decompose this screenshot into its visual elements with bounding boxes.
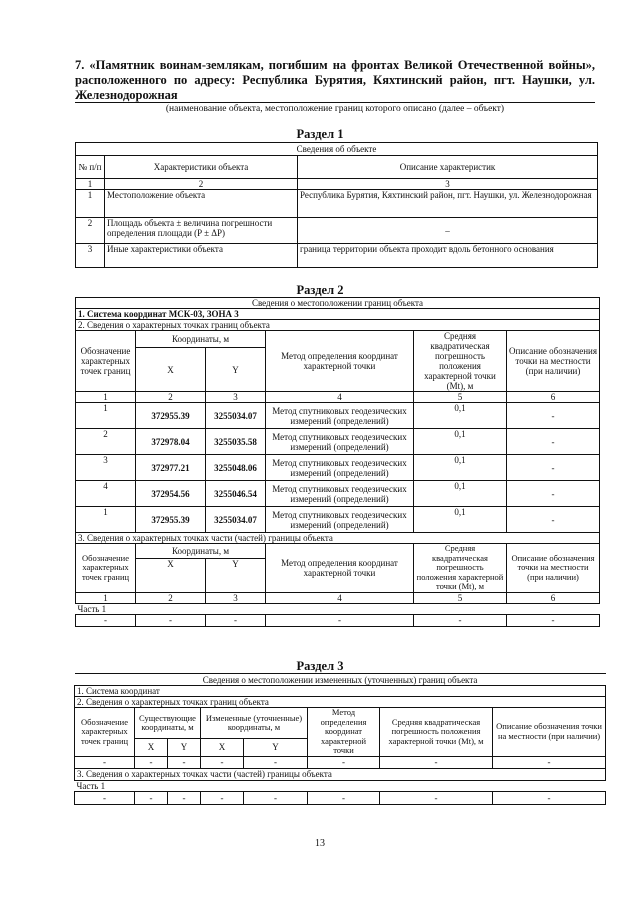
- col-number: 2: [136, 392, 206, 403]
- error: 0,1: [414, 507, 507, 533]
- table-row: [76, 244, 598, 268]
- parts-title: 3. Сведения о характерных точках части (частей) границы объекта: [75, 768, 606, 780]
- table-row: [76, 429, 600, 455]
- part-cell: -: [201, 791, 244, 804]
- header-error: Средняя квадратическая погрешность положения характерной точки (Mt), м: [414, 331, 507, 392]
- row-cell: -: [244, 756, 308, 768]
- point-desc: -: [507, 481, 600, 507]
- header-x: X: [201, 739, 244, 756]
- header-desc: Описание обозначения точки на местности (при наличии): [507, 544, 600, 593]
- part-label: Часть 1: [75, 780, 606, 791]
- header-changed-coords: Измененные (уточненные) координаты, м: [201, 708, 308, 739]
- row-cell: -: [168, 756, 201, 768]
- point-id: 1: [76, 507, 136, 533]
- section3-table-title: Сведения о местоположении измененных (уточненных) границ объекта: [75, 674, 606, 686]
- col-number: 4: [266, 592, 414, 603]
- header-method: Метод определения координат характерной точки: [308, 708, 380, 757]
- header-error: Средняя квадратическая погрешность положения характерной точки (Mt), м: [414, 544, 507, 593]
- col-number: 1: [76, 179, 105, 190]
- header-desc: Описание обозначения точки на местности (при наличии): [507, 331, 600, 392]
- table-row: [76, 218, 598, 244]
- row-cell: -: [493, 756, 606, 768]
- point-id: 2: [76, 429, 136, 455]
- table-row: [76, 481, 600, 507]
- points-title: 2. Сведения о характерных точках границ объекта: [75, 697, 606, 708]
- coord-system: 1. Система координат МСК-03, ЗОНА 3: [76, 309, 600, 320]
- header-desc: Описание обозначения точки на местности (при наличии): [493, 708, 606, 757]
- header-coords: Координаты, м: [136, 331, 266, 348]
- header-point: Обозначение характерных точек границ: [75, 708, 135, 757]
- col-number: 3: [206, 592, 266, 603]
- point-id: 1: [76, 403, 136, 429]
- table-row: [76, 403, 600, 429]
- coord-y: 3255035.58: [206, 429, 266, 455]
- document-title: 7. «Памятник воинам-землякам, погибшим на фронтах Великой Отечественной войны», расположенного по адресу: Республика Бурятия, Кяхтинский район, пгт. Наушки, ул. Железнодорожная: [75, 58, 595, 102]
- header-x: X: [136, 559, 206, 592]
- table-row: [76, 190, 598, 218]
- row-name: Местоположение объекта: [105, 190, 298, 218]
- col-number: 3: [298, 179, 598, 190]
- page-number: 13: [315, 838, 325, 849]
- part-cell: -: [493, 791, 606, 804]
- coord-x: 372954.56: [136, 481, 206, 507]
- header-point: Обозначение характерных точек границ: [76, 331, 136, 392]
- part-cell: -: [75, 791, 135, 804]
- error: 0,1: [414, 429, 507, 455]
- section1-title: Раздел 1: [296, 127, 344, 141]
- section2-table-title: Сведения о местоположении границ объекта: [76, 298, 600, 309]
- col-number: 5: [414, 392, 507, 403]
- section1-table-title: Сведения об объекте: [76, 143, 598, 156]
- col-number: 2: [136, 592, 206, 603]
- header-y: Y: [244, 739, 308, 756]
- points-title: 2. Сведения о характерных точках границ объекта: [76, 320, 600, 331]
- part-cell: -: [76, 614, 136, 626]
- error: 0,1: [414, 455, 507, 481]
- col-number: 3: [206, 392, 266, 403]
- col-number: 6: [507, 392, 600, 403]
- row-number: 2: [76, 218, 105, 244]
- header-existing-coords: Существующие координаты, м: [135, 708, 201, 739]
- part-cell: -: [507, 614, 600, 626]
- title-underline: [75, 102, 595, 103]
- coord-y: 3255034.07: [206, 403, 266, 429]
- point-id: 3: [76, 455, 136, 481]
- col-number: 6: [507, 592, 600, 603]
- col-number: 1: [76, 592, 136, 603]
- row-number: 3: [76, 244, 105, 268]
- section2-title: Раздел 2: [296, 283, 344, 297]
- coord-x: 372955.39: [136, 507, 206, 533]
- coord-y: 3255048.06: [206, 455, 266, 481]
- row-cell: -: [308, 756, 380, 768]
- part-cell: -: [380, 791, 493, 804]
- header-y: Y: [206, 348, 266, 392]
- part-cell: -: [135, 791, 168, 804]
- header-description: Описание характеристик: [298, 156, 598, 179]
- point-desc: -: [507, 403, 600, 429]
- part-cell: -: [308, 791, 380, 804]
- header-x: X: [135, 739, 168, 756]
- coord-x: 372978.04: [136, 429, 206, 455]
- table-row: [76, 614, 600, 626]
- point-id: 4: [76, 481, 136, 507]
- error: 0,1: [414, 403, 507, 429]
- method: Метод спутниковых геодезических измерений (определений): [266, 429, 414, 455]
- part-cell: -: [206, 614, 266, 626]
- col-number: 1: [76, 392, 136, 403]
- row-cell: -: [201, 756, 244, 768]
- method: Метод спутниковых геодезических измерений (определений): [266, 507, 414, 533]
- coord-system: 1. Система координат: [75, 686, 606, 697]
- title-caption: (наименование объекта, местоположение границ которого описано (далее – объект): [165, 104, 505, 114]
- row-name: Иные характеристики объекта: [105, 244, 298, 268]
- col-number: 2: [105, 179, 298, 190]
- coord-x: 372955.39: [136, 403, 206, 429]
- coord-y: 3255034.07: [206, 507, 266, 533]
- part-label: Часть 1: [76, 603, 600, 614]
- section3-table: [74, 673, 606, 805]
- row-number: 1: [76, 190, 105, 218]
- table-row: [76, 455, 600, 481]
- header-method: Метод определения координат характерной точки: [266, 331, 414, 392]
- header-number: № п/п: [76, 156, 105, 179]
- header-error: Средняя квадратическая погрешность положения характерной точки (Mt), м: [380, 708, 493, 757]
- method: Метод спутниковых геодезических измерений (определений): [266, 455, 414, 481]
- header-point: Обозначение характерных точек границ: [76, 544, 136, 593]
- row-cell: -: [135, 756, 168, 768]
- header-coords: Координаты, м: [136, 544, 266, 559]
- section2-table: [75, 297, 600, 627]
- part-cell: -: [136, 614, 206, 626]
- row-desc: граница территории объекта проходит вдоль бетонного основания: [298, 244, 598, 268]
- col-number: 5: [414, 592, 507, 603]
- method: Метод спутниковых геодезических измерений (определений): [266, 403, 414, 429]
- part-cell: -: [244, 791, 308, 804]
- row-name: Площадь объекта ± величина погрешности определения площади (P ± ΔP): [105, 218, 298, 244]
- point-desc: -: [507, 455, 600, 481]
- header-x: X: [136, 348, 206, 392]
- table-row: [76, 507, 600, 533]
- header-method: Метод определения координат характерной точки: [266, 544, 414, 593]
- table-row: [75, 756, 606, 768]
- header-y: Y: [168, 739, 201, 756]
- method: Метод спутниковых геодезических измерений (определений): [266, 481, 414, 507]
- point-desc: -: [507, 507, 600, 533]
- col-number: 4: [266, 392, 414, 403]
- part-cell: -: [168, 791, 201, 804]
- header-characteristic: Характеристики объекта: [105, 156, 298, 179]
- point-desc: -: [507, 429, 600, 455]
- error: 0,1: [414, 481, 507, 507]
- section3-title: Раздел 3: [296, 659, 344, 673]
- row-desc: –: [298, 218, 598, 244]
- coord-x: 372977.21: [136, 455, 206, 481]
- coord-y: 3255046.54: [206, 481, 266, 507]
- parts-title: 3. Сведения о характерных точках части (частей) границы объекта: [76, 533, 600, 544]
- row-cell: -: [75, 756, 135, 768]
- header-y: Y: [206, 559, 266, 592]
- part-cell: -: [266, 614, 414, 626]
- table-row: [75, 791, 606, 804]
- row-desc: Республика Бурятия, Кяхтинский район, пгт. Наушки, ул. Железнодорожная: [298, 190, 598, 218]
- part-cell: -: [414, 614, 507, 626]
- row-cell: -: [380, 756, 493, 768]
- section1-table: [75, 142, 598, 268]
